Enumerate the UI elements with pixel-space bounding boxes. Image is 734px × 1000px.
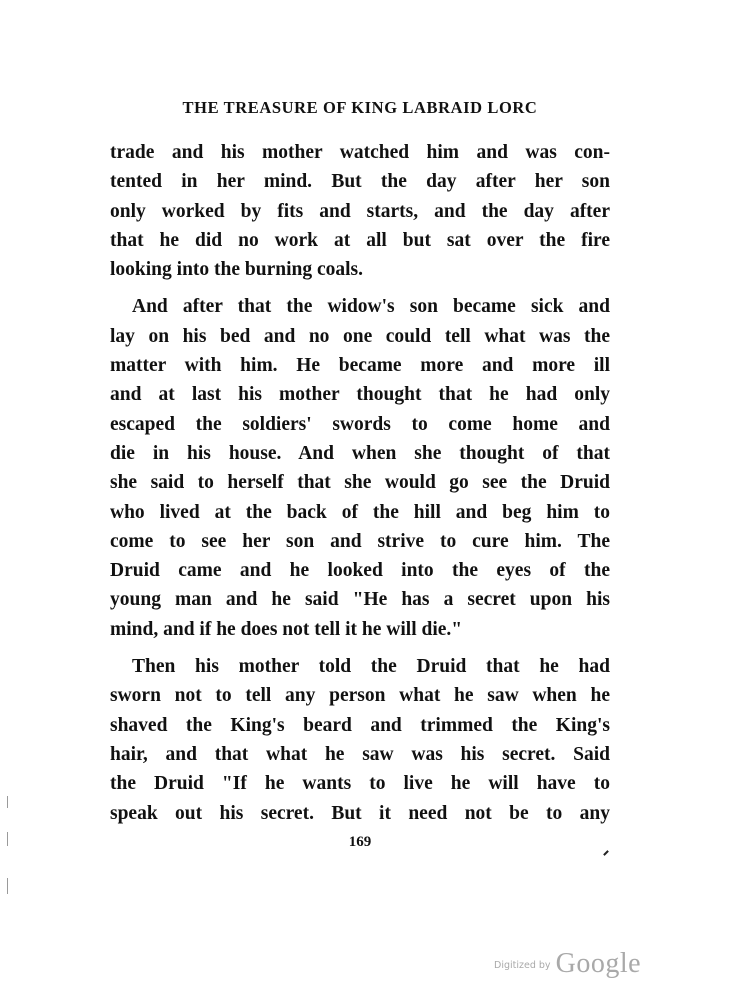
text-line: speak out his secret. But it need not be to any: [110, 802, 610, 824]
scan-margin-mark: [7, 878, 8, 894]
scan-margin-mark: [7, 796, 8, 808]
text-line: that he did no work at all but sat over the fire: [110, 229, 610, 251]
text-line: sworn not to tell any person what he saw when he: [110, 685, 610, 707]
watermark-prefix: Digitized by: [494, 960, 551, 971]
text-line: Druid came and he looked into the eyes of the: [110, 560, 610, 582]
text-line: young man and he said "He has a secret upon his: [110, 589, 610, 611]
text-line: escaped the soldiers' swords to come home and: [110, 413, 610, 435]
text-line: who lived at the back of the hill and beg him to: [110, 501, 610, 523]
text-line: only worked by fits and starts, and the day after: [110, 200, 610, 222]
page-number: 169: [348, 834, 372, 850]
scan-speck: [603, 850, 609, 856]
text-line: she said to herself that she would go see the Druid: [110, 472, 610, 494]
paragraph-2: [110, 292, 610, 644]
text-line: And after that the widow's son became sick and: [132, 296, 610, 318]
text-line: trade and his mother watched him and was con-: [110, 142, 610, 163]
running-head: THE TREASURE OF KING LABRAID LORC: [182, 98, 538, 117]
text-line: tented in her mind. But the day after her son: [110, 171, 610, 193]
text-line: matter with him. He became more and more ill: [110, 355, 610, 377]
body-text: [110, 138, 610, 836]
digitized-watermark: [494, 948, 641, 980]
text-line: mind, and if he does not tell it he will die.": [110, 618, 463, 640]
text-line: lay on his bed and no one could tell what was the: [110, 325, 610, 347]
paragraph-1: [110, 138, 610, 284]
scan-margin-mark: [7, 832, 8, 846]
text-line: hair, and that what he saw was his secret. Said: [110, 743, 610, 765]
text-line: the Druid "If he wants to live he will have to: [110, 773, 610, 795]
text-line: and at last his mother thought that he had only: [110, 384, 610, 406]
paragraph-3: [110, 652, 610, 828]
text-line: looking into the burning coals.: [110, 259, 364, 281]
text-line: shaved the King's beard and trimmed the King's: [110, 714, 610, 736]
text-line: die in his house. And when she thought of that: [110, 442, 610, 464]
text-line: Then his mother told the Druid that he had: [132, 656, 610, 678]
text-line: come to see her son and strive to cure him. The: [110, 530, 610, 552]
watermark-brand: Google: [555, 948, 642, 979]
